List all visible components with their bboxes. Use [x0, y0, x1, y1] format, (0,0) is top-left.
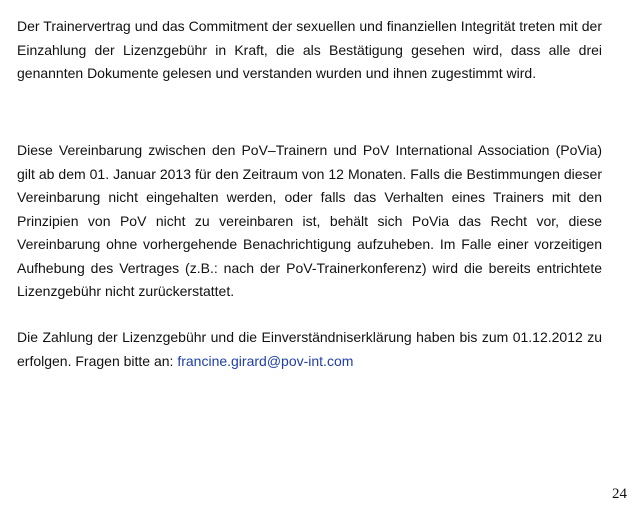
contact-email-link[interactable]: francine.girard@pov-int.com [177, 352, 354, 369]
paragraph-payment-deadline [17, 326, 602, 373]
paragraph-agreement-terms: Diese Vereinbarung zwischen den PoV–Trainern und PoV International Association (PoVia) gilt ab dem 01. Januar 2013 für den Zeitraum von 12 Monaten. Falls die Bestimmungen dieser Vereinbarung nicht eingehalten werden, oder falls das Verhalten eines Trainers mit den Prinzipien von PoV nicht zu vereinbaren ist, behält sich PoVia das Recht vor, diese Vereinbarung ohne vorhergehende Benachrichtigung aufzuheben. Im Falle einer vorzeitigen Aufhebung des Vertrages (z.B.: nach der PoV-Trainerkonferenz) wird die bereits entrichtete Lizenzgebühr nicht zurückerstattet. [17, 142, 602, 299]
page-number: 24 [612, 486, 627, 502]
payment-deadline-text: Die Zahlung der Lizenzgebühr und die Einverständniserklärung haben bis zum 01.12.2012 zu erfolgen. Fragen bitte an: [17, 329, 602, 369]
paragraph-contract-validity: Der Trainervertrag und das Commitment der sexuellen und finanziellen Integrität treten mit der Einzahlung der Lizenzgebühr in Kraft, die als Bestätigung gesehen wird, dass alle drei genannten Dokumente gelesen und verstanden wurden und ihnen zugestimmt wird. [17, 18, 602, 81]
